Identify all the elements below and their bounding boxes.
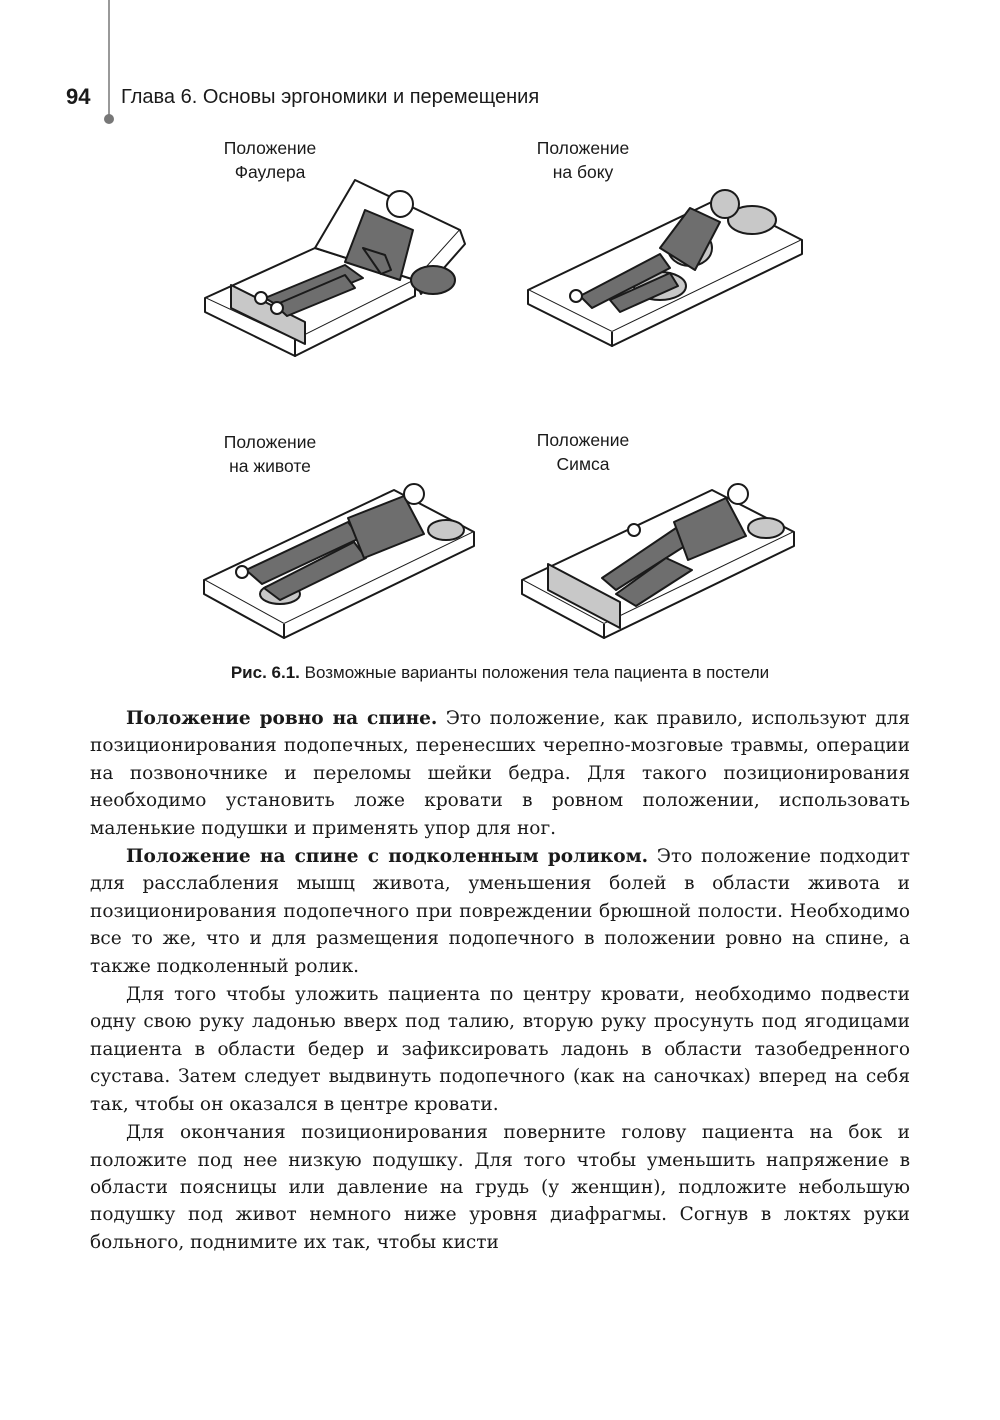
figure-caption-text: Возможные варианты положения тела пациента в постели bbox=[299, 663, 770, 682]
paragraph-text: Для окончания позиционирования поверните голову пациента на бок и положите под нее низкую подушку. Для того чтобы уменьшить напряжение в области поясницы или давление на грудь (у женщин), подложите небольшую подушку под живот немного ниже уровня диафрагмы. Согнув в локтях руки больного, поднимите их так, чтобы кисти bbox=[90, 1122, 910, 1253]
paragraph-lead: Положение ровно на спине. bbox=[126, 708, 438, 729]
panel-label-line2: на животе bbox=[229, 456, 311, 476]
panel-label-line1: Положение bbox=[223, 432, 317, 452]
illustration-fowler bbox=[195, 170, 475, 360]
figure-caption-label: Рис. 6.1. bbox=[230, 663, 300, 682]
header-rule bbox=[108, 0, 110, 118]
paragraph-text: Для того чтобы уложить пациента по центру кровати, необходимо подвести одну свою руку ладонью вверх под талию, вторую руку просунуть под ягодицами пациента в области бедер и зафиксировать ладонь в области тазобедренного сустава. Затем следует выдвинуть подопечного (как на саночках) вперед на себя так, чтобы он оказался в центре кровати. bbox=[90, 984, 910, 1115]
panel-label-side bbox=[483, 136, 683, 184]
illustration-sims bbox=[516, 478, 800, 643]
page-number: 94 bbox=[66, 84, 91, 109]
chapter-title: Глава 6. Основы эргономики и перемещения bbox=[121, 86, 540, 108]
paragraph-text: Это положение, как правило, используют для позиционирования подопечных, перенесших черепно-мозговые травмы, операции на позвоночнике и переломы шейки бедра. Для такого позиционирования необходимо установить ложе кровати в ровном положении, использовать маленькие подушки и применять упор для ног. bbox=[90, 708, 910, 839]
paragraph bbox=[90, 981, 910, 1118]
header-rule-dot bbox=[104, 114, 114, 124]
illustration-prone bbox=[198, 478, 480, 643]
paragraph bbox=[90, 1119, 910, 1256]
paragraph-text: Это положение подходит для расслабления мышц живота, уменьшения болей в области живота и позиционирования подопечного при повреждении брюшной полости. Необходимо все то же, что и для размещения подопечного в положении ровно на спине, а также подколенный ролик. bbox=[90, 846, 910, 977]
panel-label-line2: Фаулера bbox=[234, 162, 306, 182]
paragraph-lead: Положение на спине с подколенным роликом. bbox=[126, 846, 649, 868]
panel-label-prone bbox=[170, 430, 370, 478]
panel-label-sims bbox=[483, 428, 683, 476]
paragraph bbox=[90, 843, 910, 980]
panel-label-line1: Положение bbox=[223, 138, 317, 158]
panel-label-line1: Положение bbox=[536, 430, 630, 450]
panel-label-line2: Симса bbox=[556, 454, 610, 474]
panel-label-line2: на боку bbox=[552, 162, 614, 182]
paragraph bbox=[90, 705, 910, 842]
figure-caption bbox=[0, 663, 1000, 683]
illustration-side bbox=[520, 178, 810, 348]
body-text bbox=[90, 705, 910, 1257]
panel-label-line1: Положение bbox=[536, 138, 630, 158]
